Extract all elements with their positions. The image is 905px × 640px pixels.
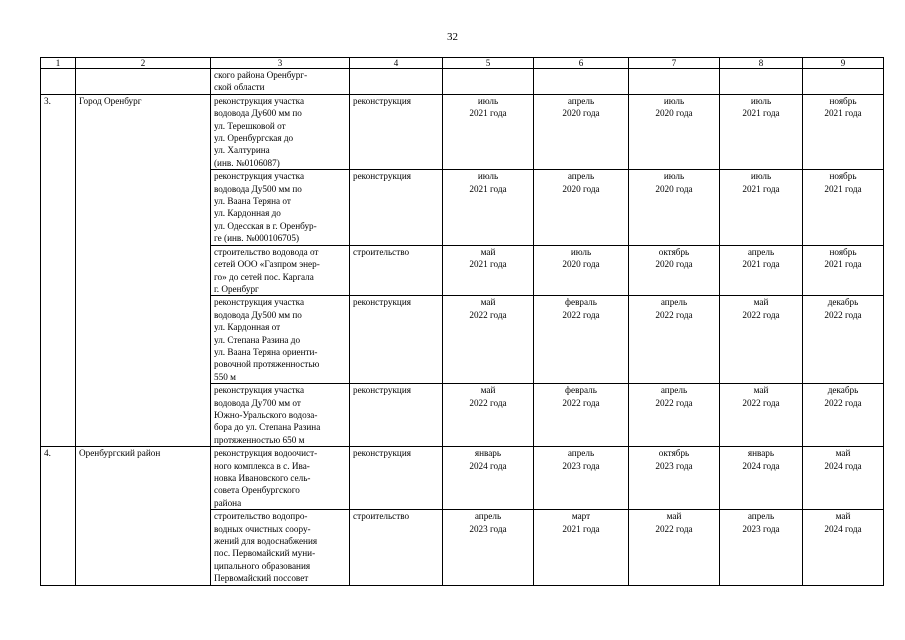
date-cell: апрель 2022 года xyxy=(629,296,720,384)
page-number: 32 xyxy=(447,31,458,43)
project-description: ского района Оренбург- ской области xyxy=(211,69,350,95)
work-type: строительство xyxy=(350,245,443,296)
column-header: 9 xyxy=(803,58,884,69)
date-cell: май 2022 года xyxy=(443,384,534,447)
date-cell: май 2022 года xyxy=(720,384,803,447)
work-type: реконструкция xyxy=(350,170,443,245)
date-cell: ноябрь 2021 года xyxy=(803,170,884,245)
column-header: 4 xyxy=(350,58,443,69)
column-number-row xyxy=(41,58,884,69)
date-cell: апрель 2022 года xyxy=(629,384,720,447)
work-type: реконструкция xyxy=(350,384,443,447)
column-header: 1 xyxy=(41,58,76,69)
date-cell: ноябрь 2021 года xyxy=(803,245,884,296)
project-description: реконструкция водоочист- ного комплекса в с. Ива- новка Ивановского сель- совета Оренбургского района xyxy=(211,447,350,510)
date-cell: июль 2021 года xyxy=(443,94,534,169)
date-cell: май 2022 года xyxy=(720,296,803,384)
region-name: Город Оренбург xyxy=(76,94,211,446)
work-type: реконструкция xyxy=(350,447,443,510)
region-name: Оренбургский район xyxy=(76,447,211,585)
date-cell: декабрь 2022 года xyxy=(803,384,884,447)
date-cell: январь 2024 года xyxy=(720,447,803,510)
date-cell: май 2022 года xyxy=(629,510,720,585)
table-row xyxy=(41,447,884,510)
project-description: реконструкция участка водовода Ду500 мм по ул. Кардонная от ул. Степана Разина до ул. Ваана Теряна ориенти- ровочной протяженностью 550 м xyxy=(211,296,350,384)
project-description: реконструкция участка водовода Ду600 мм по ул. Терешковой от ул. Оренбургская до ул. Халтурина (инв. №0106087) xyxy=(211,94,350,169)
date-cell: апрель 2021 года xyxy=(720,245,803,296)
column-header: 5 xyxy=(443,58,534,69)
column-header: 2 xyxy=(76,58,211,69)
table-row xyxy=(41,94,884,169)
date-cell: июль 2020 года xyxy=(534,245,629,296)
date-cell: апрель 2023 года xyxy=(534,447,629,510)
date-cell: апрель 2020 года xyxy=(534,94,629,169)
row-number: 4. xyxy=(41,447,76,585)
project-description: реконструкция участка водовода Ду700 мм от Южно-Уральского водоза- бора до ул. Степана Разина протяженностью 650 м xyxy=(211,384,350,447)
date-cell: май 2024 года xyxy=(803,510,884,585)
date-cell: январь 2024 года xyxy=(443,447,534,510)
column-header: 8 xyxy=(720,58,803,69)
date-cell: октябрь 2020 года xyxy=(629,245,720,296)
project-description: строительство водопро- водных очистных соору- жений для водоснабжения пос. Первомайский муни- ципального образования Первомайский поссовет xyxy=(211,510,350,585)
date-cell: июль 2021 года xyxy=(720,94,803,169)
date-cell: июль 2021 года xyxy=(443,170,534,245)
date-cell: апрель 2020 года xyxy=(534,170,629,245)
work-type: реконструкция xyxy=(350,296,443,384)
date-cell: июль 2020 года xyxy=(629,170,720,245)
project-description: реконструкция участка водовода Ду500 мм по ул. Ваана Теряна от ул. Кардонная до ул. Одесская в г. Оренбур- ге (инв. №000106705) xyxy=(211,170,350,245)
date-cell: май 2024 года xyxy=(803,447,884,510)
date-cell: июль 2020 года xyxy=(629,94,720,169)
date-cell: февраль 2022 года xyxy=(534,384,629,447)
column-header: 6 xyxy=(534,58,629,69)
date-cell: май 2021 года xyxy=(443,245,534,296)
column-header: 3 xyxy=(211,58,350,69)
column-header: 7 xyxy=(629,58,720,69)
date-cell: май 2022 года xyxy=(443,296,534,384)
date-cell: декабрь 2022 года xyxy=(803,296,884,384)
date-cell: апрель 2023 года xyxy=(443,510,534,585)
date-cell: март 2021 года xyxy=(534,510,629,585)
date-cell: ноябрь 2021 года xyxy=(803,94,884,169)
work-type: реконструкция xyxy=(350,94,443,169)
date-cell: июль 2021 года xyxy=(720,170,803,245)
date-cell: октябрь 2023 года xyxy=(629,447,720,510)
schedule-table xyxy=(40,57,884,586)
table-row xyxy=(41,69,884,95)
date-cell: февраль 2022 года xyxy=(534,296,629,384)
row-number: 3. xyxy=(41,94,76,446)
work-type: строительство xyxy=(350,510,443,585)
project-description: строительство водовода от сетей ООО «Газпром энер- го» до сетей пос. Каргала г. Оренбург xyxy=(211,245,350,296)
date-cell: апрель 2023 года xyxy=(720,510,803,585)
